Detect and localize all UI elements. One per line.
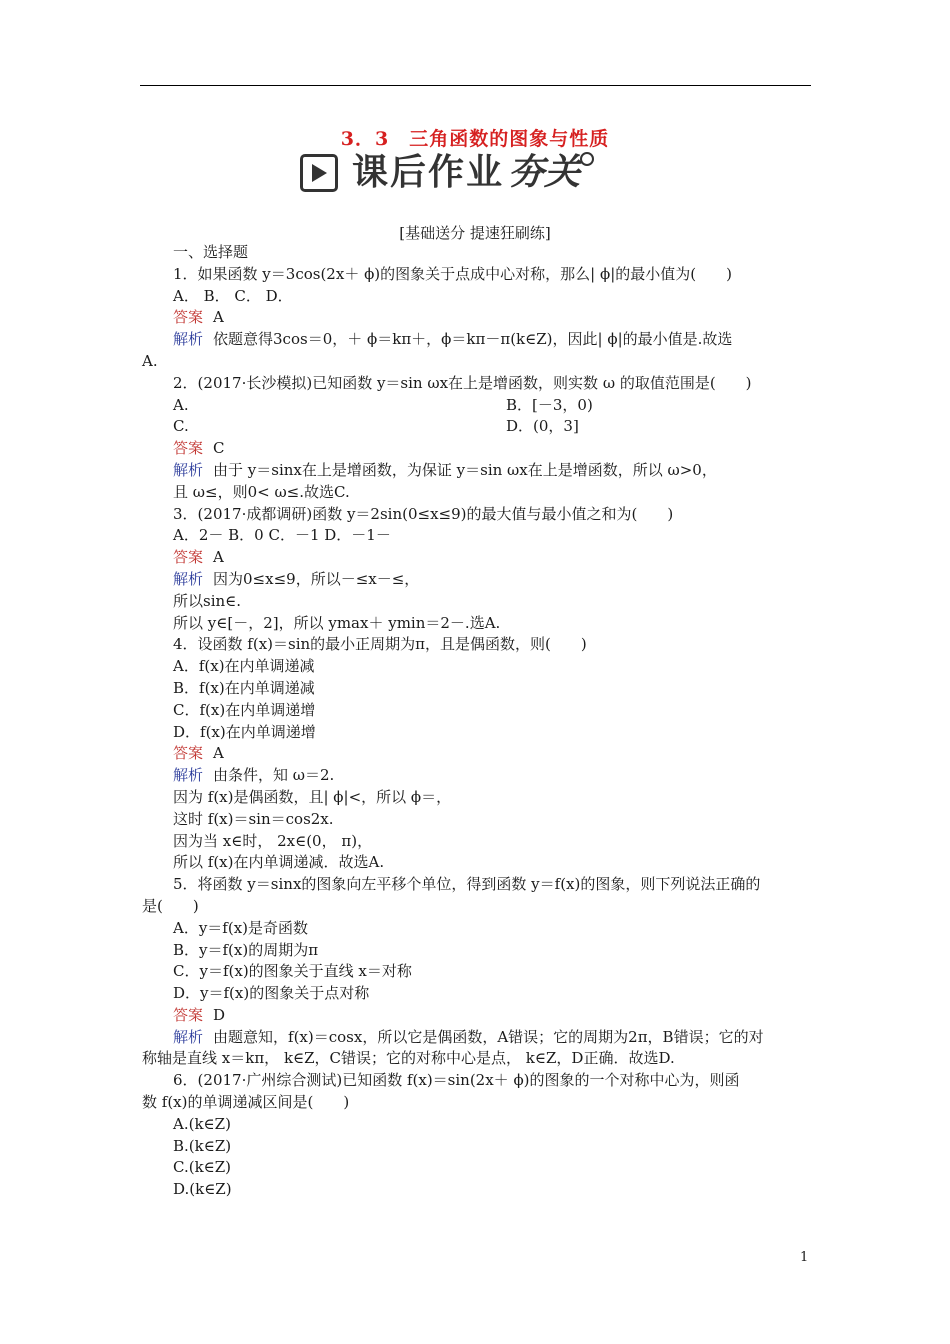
question-6-option-b: B.(k∈Z) xyxy=(173,1136,232,1155)
analysis-label: 解析 xyxy=(173,766,204,785)
question-6-option-a: A.(k∈Z) xyxy=(173,1114,231,1133)
analysis-2-cont: 且 ω≤，则0< ω≤.故选C. xyxy=(173,482,350,501)
banner-logo xyxy=(508,150,580,196)
question-6-option-c: C.(k∈Z) xyxy=(173,1158,232,1177)
analysis-text: 因为0≤x≤9，所以－≤x－≤， xyxy=(213,569,420,588)
analysis-4-line-2: 因为 f(x)是偶函数，且| ϕ|<，所以 ϕ＝， xyxy=(173,787,452,806)
question-1-options: A． B． C． D． xyxy=(173,286,293,305)
top-rule xyxy=(140,85,811,86)
gear-icon xyxy=(580,152,594,166)
analysis-3-line-3: 所以 y∈[－，2]，所以 ymax＋ ymin＝2－.选A. xyxy=(173,613,501,632)
question-2: 2．(2017·长沙模拟)已知函数 y＝sin ωx在上是增函数，则实数 ω 的取值范围是( ) xyxy=(173,373,752,392)
analysis-4-line-5: 所以 f(x)在内单调递减．故选A. xyxy=(173,853,385,872)
question-5: 5．将函数 y＝sinx的图象向左平移个单位，得到函数 y＝f(x)的图象，则下列说法正确的 xyxy=(173,875,761,894)
answer-value: A xyxy=(213,744,224,763)
question-6: 6．(2017·广州综合测试)已知函数 f(x)＝sin(2x＋ ϕ)的图象的一个对称中心为，则函 xyxy=(173,1071,740,1090)
question-3-options: A．2－ B．0 C．－1 D．－1－ xyxy=(173,526,391,545)
analysis-text: 依题意得3cos＝0，＋ ϕ＝kπ＋，ϕ＝kπ－π(k∈Z)，因此| ϕ|的最小值是.故选 xyxy=(213,330,733,349)
option-d: D．(0，3] xyxy=(506,417,579,436)
banner xyxy=(300,150,650,196)
question-6-cont: 数 f(x)的单调递减区间是( ) xyxy=(142,1093,350,1112)
play-icon xyxy=(300,154,338,192)
section-title: 3．3 三角函数的图象与性质 xyxy=(340,128,610,150)
question-4-option-c: C．f(x)在内单调递增 xyxy=(173,700,316,719)
page-number: 1 xyxy=(800,1250,809,1265)
answer-value: C xyxy=(213,439,225,458)
question-1: 1．如果函数 y＝3cos(2x＋ ϕ)的图象关于点成中心对称，那么| ϕ|的最小值为( ) xyxy=(173,264,732,283)
analysis-text: 由条件，知 ω＝2. xyxy=(213,766,335,785)
analysis-2 xyxy=(142,460,812,482)
analysis-5 xyxy=(142,1027,812,1049)
analysis-text: 由题意知，f(x)＝cosx，所以它是偶函数，A错误；它的周期为2π，B错误；它的对 xyxy=(213,1027,764,1046)
answer-2 xyxy=(142,438,812,460)
question-5-cont: 是( ) xyxy=(142,896,199,915)
banner-logo-text: 夯关 xyxy=(508,152,581,193)
answer-1 xyxy=(142,307,812,329)
question-5-option-b: B．y＝f(x)的周期为π xyxy=(173,940,319,959)
question-4: 4．设函数 f(x)＝sin的最小正周期为π，且是偶函数，则( ) xyxy=(173,635,587,654)
question-5-option-a: A．y＝f(x)是奇函数 xyxy=(173,918,309,937)
answer-5 xyxy=(142,1005,812,1027)
answer-3 xyxy=(142,547,812,569)
answer-label: 答案 xyxy=(173,308,204,327)
analysis-4-line-3: 这时 f(x)＝sin＝cos2x. xyxy=(173,809,334,828)
analysis-5-cont: 称轴是直线 x＝kπ， k∈Z，C错误；它的对称中心是点， k∈Z，D正确．故选D. xyxy=(142,1049,675,1068)
answer-4 xyxy=(142,743,812,765)
question-3: 3．(2017·成都调研)函数 y＝2sin(0≤x≤9)的最大值与最小值之和为( ) xyxy=(173,504,674,523)
analysis-3 xyxy=(142,569,812,591)
question-4-option-a: A．f(x)在内单调递减 xyxy=(173,657,315,676)
answer-label: 答案 xyxy=(173,439,204,458)
analysis-4 xyxy=(142,765,812,787)
banner-text: 课后作业 xyxy=(352,152,505,193)
analysis-4-line-4: 因为当 x∈时， 2x∈(0， π)， xyxy=(173,831,373,850)
analysis-1-cont: A. xyxy=(142,351,158,370)
question-2-options-cd xyxy=(142,416,812,438)
analysis-text: 由于 y＝sinx在上是增函数，为保证 y＝sin ωx在上是增函数，所以 ω>0， xyxy=(213,460,717,479)
answer-label: 答案 xyxy=(173,1005,204,1024)
answer-value: A xyxy=(213,548,224,567)
section-heading: 一、选择题 xyxy=(173,243,249,261)
question-5-option-c: C．y＝f(x)的图象关于直线 x＝对称 xyxy=(173,962,412,981)
option-b: B．[－3，0) xyxy=(506,395,593,414)
answer-label: 答案 xyxy=(173,548,204,567)
document-body xyxy=(142,242,812,1201)
question-6-option-d: D.(k∈Z) xyxy=(173,1180,232,1199)
answer-value: D xyxy=(213,1005,226,1024)
analysis-label: 解析 xyxy=(173,569,204,588)
analysis-label: 解析 xyxy=(173,330,204,349)
question-4-option-d: D．f(x)在内单调递增 xyxy=(173,722,316,741)
question-5-option-d: D．y＝f(x)的图象关于点对称 xyxy=(173,984,370,1003)
subtitle: [基础送分 提速狂刷练] xyxy=(399,224,551,242)
option-c: C. xyxy=(173,417,189,436)
question-4-option-b: B．f(x)在内单调递减 xyxy=(173,678,315,697)
option-a: A. xyxy=(173,395,189,414)
analysis-3-line-2: 所以sin∈. xyxy=(173,591,242,610)
answer-label: 答案 xyxy=(173,744,204,763)
analysis-1 xyxy=(142,329,812,351)
analysis-label: 解析 xyxy=(173,1027,204,1046)
question-2-options-ab xyxy=(142,395,812,417)
answer-value: A xyxy=(213,308,224,327)
analysis-label: 解析 xyxy=(173,460,204,479)
